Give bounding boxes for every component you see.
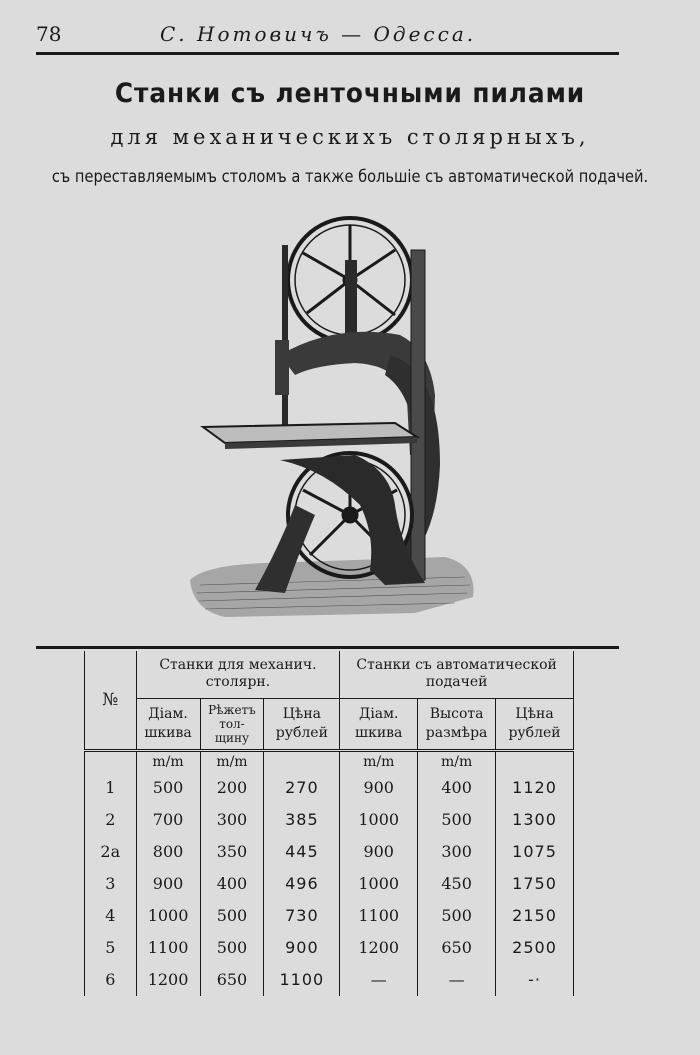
unit-label: m/m: [136, 750, 200, 772]
col-header-number: №: [85, 651, 137, 750]
table-rule: [36, 646, 619, 649]
cell-price-1: 445: [264, 836, 340, 868]
row-number: 6: [85, 964, 137, 996]
cell-diameter-2: —: [340, 964, 418, 996]
cell-cut-thickness: 400: [200, 868, 264, 900]
cell-price-2: 2150: [496, 900, 574, 932]
col-header-cut-thickness: Рѣжетъ тол- щину: [200, 698, 264, 750]
table-row: [85, 836, 574, 868]
cell-diameter-2: 1000: [340, 804, 418, 836]
row-number: 4: [85, 900, 137, 932]
cell-diameter-2: 1000: [340, 868, 418, 900]
row-number: 5: [85, 932, 137, 964]
cell-price-1: 1100: [264, 964, 340, 996]
cell-height: 300: [418, 836, 496, 868]
cell-price-2: 1075: [496, 836, 574, 868]
table-row: [85, 900, 574, 932]
col-header-price-2: Цѣна рублей: [496, 698, 574, 750]
cell-price-2: 1300: [496, 804, 574, 836]
cell-height: 450: [418, 868, 496, 900]
table-row: [85, 932, 574, 964]
cell-price-1: 496: [264, 868, 340, 900]
cell-diameter-1: 1200: [136, 964, 200, 996]
cell-cut-thickness: 500: [200, 900, 264, 932]
row-number: 1: [85, 772, 137, 804]
cell-price-2: 1750: [496, 868, 574, 900]
cell-height: —: [418, 964, 496, 996]
col-header-height: Высота размѣра: [418, 698, 496, 750]
cell-diameter-2: 900: [340, 772, 418, 804]
cell-diameter-2: 1200: [340, 932, 418, 964]
cell-height: 500: [418, 900, 496, 932]
page-title: Станки съ ленточными пилами: [114, 78, 586, 109]
cell-height: 650: [418, 932, 496, 964]
cell-diameter-1: 500: [136, 772, 200, 804]
cell-price-1: 730: [264, 900, 340, 932]
cell-height: 500: [418, 804, 496, 836]
cell-price-1: 900: [264, 932, 340, 964]
col-header-diameter-2: Діам. шкива: [340, 698, 418, 750]
cell-diameter-1: 800: [136, 836, 200, 868]
cell-price-2: -·: [496, 964, 574, 996]
table-row: [85, 964, 574, 996]
cell-price-1: 270: [264, 772, 340, 804]
cell-diameter-1: 900: [136, 868, 200, 900]
page-subtitle-2: съ переставляемымъ столомъ а также большіе съ автоматической подачей.: [51, 167, 649, 187]
cell-diameter-1: 700: [136, 804, 200, 836]
row-number: 3: [85, 868, 137, 900]
group-header-automatic: Станки съ автоматической подачей: [340, 651, 574, 698]
header-rule: [36, 52, 619, 55]
cell-price-2: 2500: [496, 932, 574, 964]
row-number: 2: [85, 804, 137, 836]
cell-diameter-2: 900: [340, 836, 418, 868]
row-number: 2a: [85, 836, 137, 868]
table-row: [85, 804, 574, 836]
cell-cut-thickness: 350: [200, 836, 264, 868]
page-number: 78: [36, 22, 62, 46]
band-saw-illustration: [185, 205, 485, 630]
cell-diameter-2: 1100: [340, 900, 418, 932]
cell-cut-thickness: 500: [200, 932, 264, 964]
unit-label: m/m: [340, 750, 418, 772]
col-header-diameter-1: Діам. шкива: [136, 698, 200, 750]
cell-price-1: 385: [264, 804, 340, 836]
col-header-price-1: Цѣна рублей: [264, 698, 340, 750]
cell-cut-thickness: 200: [200, 772, 264, 804]
unit-label: m/m: [200, 750, 264, 772]
table-row: [85, 868, 574, 900]
cell-cut-thickness: 650: [200, 964, 264, 996]
cell-diameter-1: 1100: [136, 932, 200, 964]
cell-price-2: 1120: [496, 772, 574, 804]
page-subtitle: для механическихъ столярныхъ,: [110, 125, 590, 149]
table-row: [85, 772, 574, 804]
running-head: С. Нотовичъ — Одесса.: [160, 22, 477, 46]
cell-diameter-1: 1000: [136, 900, 200, 932]
cell-height: 400: [418, 772, 496, 804]
price-table: [84, 651, 574, 996]
cell-cut-thickness: 300: [200, 804, 264, 836]
unit-label: m/m: [418, 750, 496, 772]
group-header-mechanical: Станки для механич. столярн.: [136, 651, 340, 698]
